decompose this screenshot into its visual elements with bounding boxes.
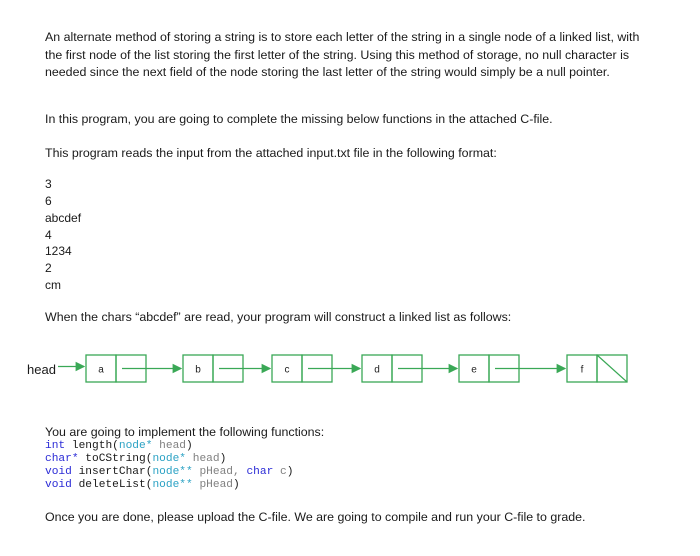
input-line: 6 [45,194,52,208]
input-line: 1234 [45,244,72,258]
param-name: head [186,453,220,465]
node-letter: c [284,364,290,376]
linked-list-diagram [0,340,700,400]
close-paren: ) [286,466,294,478]
node-letter: d [374,364,380,376]
return-type: void [45,479,72,491]
input-line: cm [45,278,61,292]
null-pointer-slash [597,355,627,382]
param-type: node* [118,440,153,452]
function-signature [45,453,226,466]
param-name: head [152,440,187,452]
intro-paragraph: An alternate method of storing a string is to store each letter of the string in a single node of a linked list, with the first node of the list storing the first letter of the string. Using this method of storage, no null character is needed since the next field of the node storing the last letter of the string would simply be a null pointer. [45,30,640,80]
input-line: abcdef [45,211,82,225]
return-type: int [45,440,66,452]
node-letter: b [195,364,201,376]
input-line: 2 [45,261,52,275]
param-type: node* [152,453,187,465]
function-name: toCString( [78,453,153,465]
return-type: void [45,466,72,478]
close-paren: ) [233,479,240,491]
param-name: pHead, [192,466,247,478]
param-name: c [273,466,287,478]
function-signature [45,466,293,479]
param-name: pHead [192,479,234,491]
functions-intro: You are going to implement the following functions: [45,425,325,439]
closing-paragraph: Once you are done, please upload the C-file. We are going to compile and run your C-file to grade. [45,510,586,524]
close-paren: ) [186,440,193,452]
construct-paragraph: When the chars “abcdef” are read, your program will construct a linked list as follows: [45,310,512,324]
function-signature [45,479,240,492]
param-type: char [246,466,274,478]
node-letter: a [98,364,104,376]
task-paragraph: In this program, you are going to complete the missing below functions in the attached C-file. [45,112,553,126]
param-type: node** [152,466,193,478]
input-line: 3 [45,177,52,191]
function-signature [45,440,193,453]
param-type: node** [152,479,193,491]
node-letter: f [580,364,584,376]
close-paren: ) [219,453,227,465]
function-name: deleteList( [71,479,153,491]
input-intro-paragraph: This program reads the input from the attached input.txt file in the following format: [45,146,497,160]
head-label: head [27,362,56,377]
input-line: 4 [45,228,52,242]
function-name: length( [65,440,119,452]
node-letter: e [471,364,477,376]
function-name: insertChar( [71,466,153,478]
return-type: char* [45,453,79,465]
